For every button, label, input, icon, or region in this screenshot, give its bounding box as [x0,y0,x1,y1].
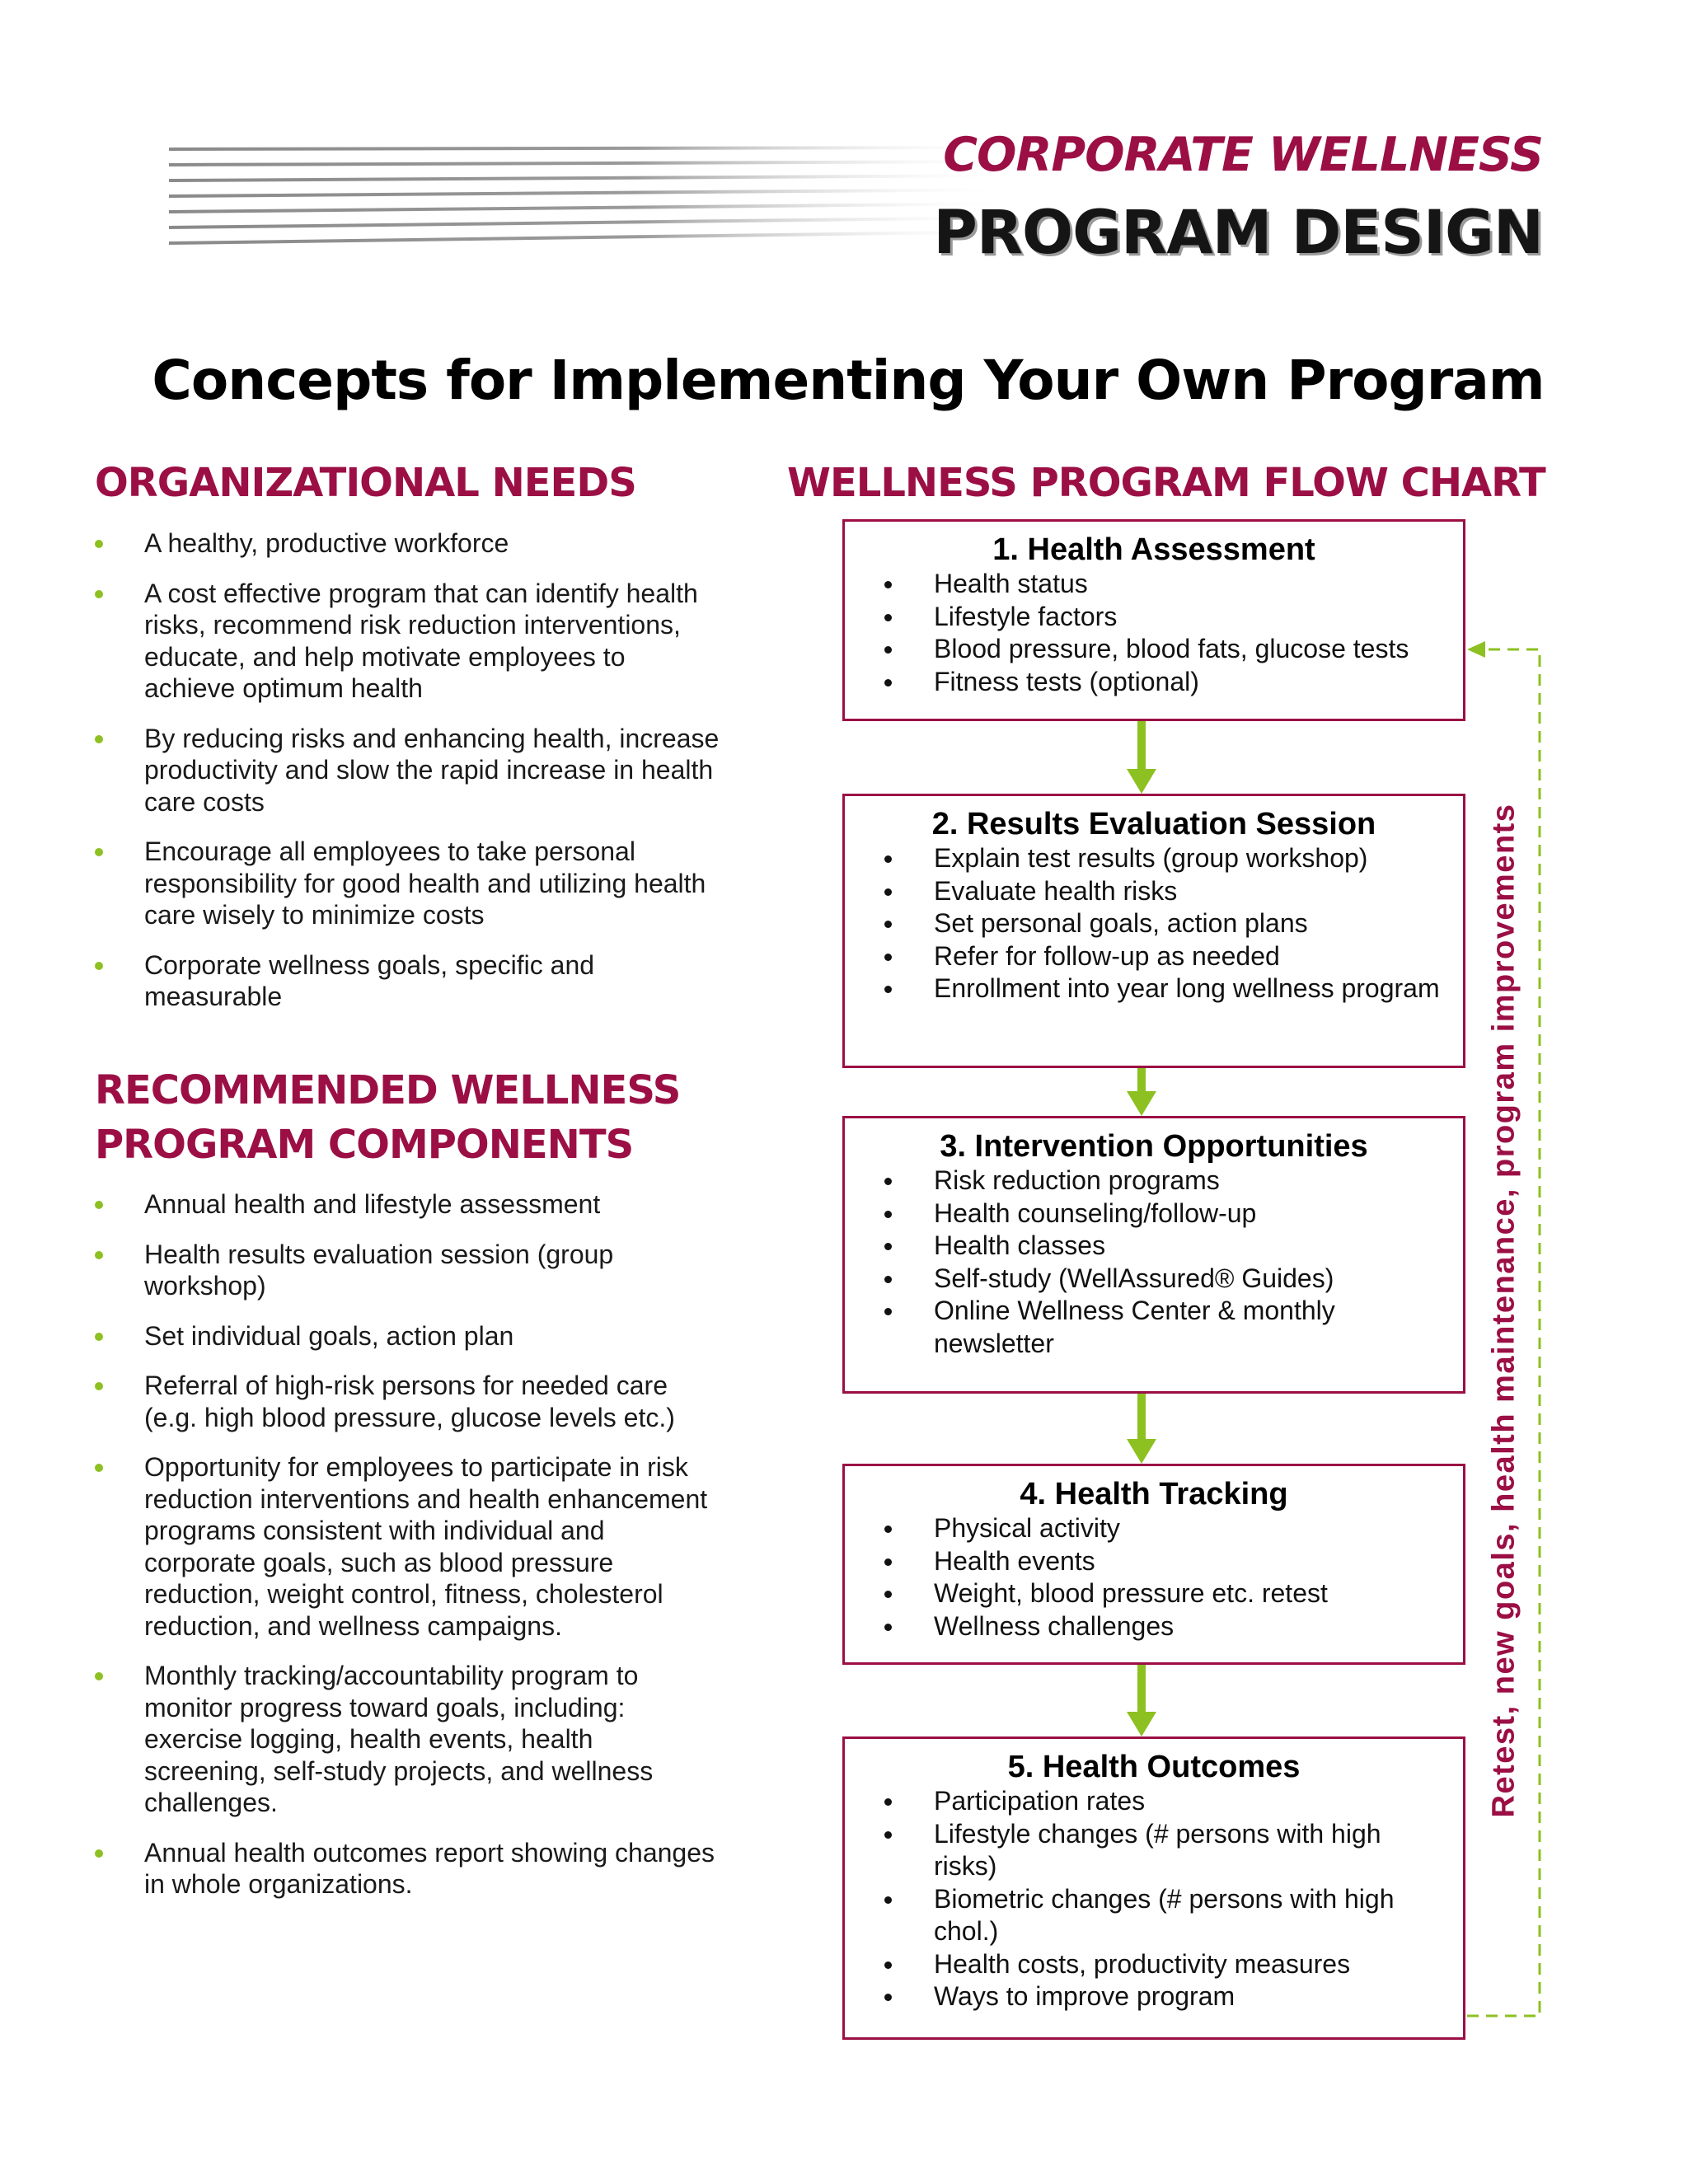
org-needs-list [95,527,721,1031]
list-item: Corporate wellness goals, specific and measurable [95,949,721,1013]
list-item: Monthly tracking/accountability program to monitor progress toward goals, including: exercise logging, health events, health screening, self-study projects, and wellness challenges. [95,1660,721,1819]
components-heading-line-2: PROGRAM COMPONENTS [95,1122,634,1168]
list-item: Opportunity for employees to participate in risk reduction interventions and health enhancement programs consistent with individual and corporate goals, such as blood pressure reduction, weight control, fitness, cholesterol reduction, and wellness campaigns. [95,1451,721,1642]
list-item: Health events [861,1545,1447,1578]
brand-line-2: PROGRAM DESIGN [933,198,1543,268]
speed-lines-graphic [169,132,1018,255]
list-item: Refer for follow-up as needed [861,940,1447,973]
flow-step-1 [842,519,1465,721]
list-item: Blood pressure, blood fats, glucose tests [861,633,1447,666]
flow-step-2 [842,794,1465,1068]
list-item: Risk reduction programs [861,1165,1447,1197]
list-item: Health results evaluation session (group workshop) [95,1239,721,1302]
flow-step-title: 4. Health Tracking [1020,1477,1288,1511]
list-item: Explain test results (group workshop) [861,842,1447,875]
flow-step-3 [842,1116,1465,1394]
list-item: Lifestyle changes (# persons with high risks) [861,1818,1447,1883]
brand-line-1: CORPORATE WELLNESS [943,128,1543,182]
flow-step-4 [842,1464,1465,1665]
flow-chart-heading: WELLNESS PROGRAM FLOW CHART [787,460,1545,506]
page-title: Concepts for Implementing Your Own Program [152,349,1545,412]
flow-step-list [861,842,1447,1005]
list-item: By reducing risks and enhancing health, increase productivity and slow the rapid increase in health care costs [95,723,721,818]
flow-arrow-down-icon [1127,1394,1156,1464]
components-heading-line-1: RECOMMENDED WELLNESS [95,1067,681,1113]
flow-step-5 [842,1736,1465,2040]
list-item: Set individual goals, action plan [95,1320,721,1352]
flow-step-title: 1. Health Assessment [992,532,1315,567]
org-needs-heading: ORGANIZATIONAL NEEDS [95,460,636,506]
flow-step-list [861,568,1447,698]
list-item: Enrollment into year long wellness program [861,972,1447,1005]
components-list [95,1188,721,1919]
components-heading [95,1063,680,1172]
list-item: Health status [861,568,1447,601]
flow-step-title: 5. Health Outcomes [1007,1750,1301,1784]
list-item: Participation rates [861,1785,1447,1818]
flow-step-title: 3. Intervention Opportunities [940,1129,1368,1164]
list-item: Fitness tests (optional) [861,666,1447,699]
list-item: Health classes [861,1230,1447,1263]
list-item: Encourage all employees to take personal responsibility for good health and utilizing health care wisely to minimize costs [95,836,721,931]
flow-arrow-down-icon [1127,1068,1156,1116]
list-item: Biometric changes (# persons with high chol.) [861,1883,1447,1948]
list-item: Online Wellness Center & monthly newsletter [861,1295,1447,1360]
feedback-loop-label: Retest, new goals, health maintenance, program improvements [1486,803,1522,1818]
list-item: Evaluate health risks [861,875,1447,908]
list-item: Wellness challenges [861,1610,1447,1643]
list-item: Set personal goals, action plans [861,907,1447,940]
list-item: Self-study (WellAssured® Guides) [861,1263,1447,1296]
list-item: Health costs, productivity measures [861,1948,1447,1981]
flow-step-list [861,1512,1447,1643]
flow-arrow-down-icon [1127,1665,1156,1736]
list-item: Referral of high-risk persons for needed care (e.g. high blood pressure, glucose levels etc.) [95,1370,721,1433]
list-item: Health counseling/follow-up [861,1197,1447,1230]
flow-step-list [861,1785,1447,2013]
list-item: Annual health outcomes report showing changes in whole organizations. [95,1837,721,1900]
list-item: Annual health and lifestyle assessment [95,1188,721,1221]
list-item: Ways to improve program [861,1980,1447,2013]
flow-arrow-down-icon [1127,721,1156,794]
list-item: A healthy, productive workforce [95,527,721,560]
list-item: A cost effective program that can identify health risks, recommend risk reduction interventions, educate, and help motivate employees to achieve optimum health [95,578,721,705]
flow-step-title: 2. Results Evaluation Session [931,807,1376,841]
list-item: Physical activity [861,1512,1447,1545]
list-item: Lifestyle factors [861,601,1447,634]
list-item: Weight, blood pressure etc. retest [861,1577,1447,1610]
flow-step-list [861,1165,1447,1360]
